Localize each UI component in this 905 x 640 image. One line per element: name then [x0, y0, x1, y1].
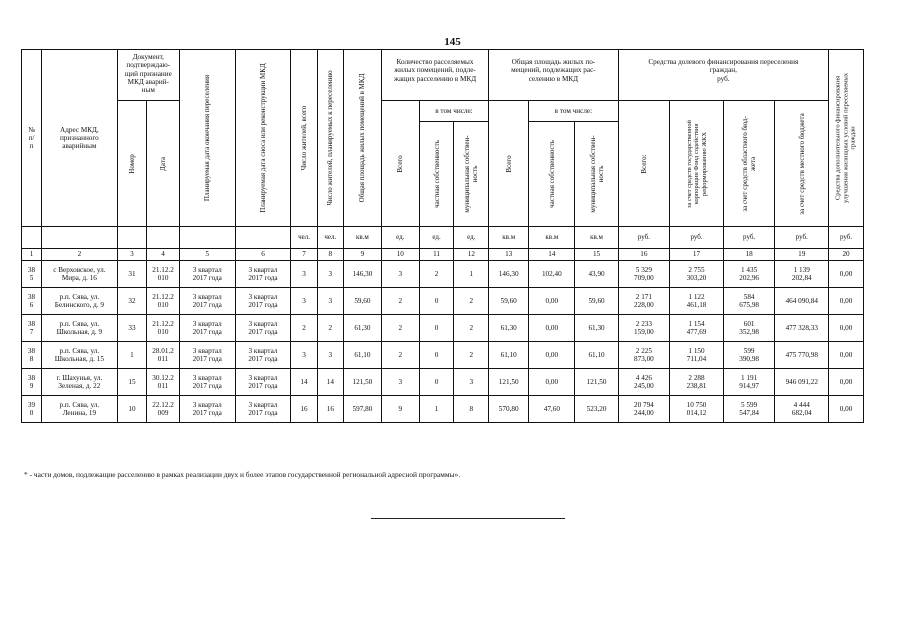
cell-demolish: 3 квартал 2017 года	[235, 288, 291, 315]
header-funds-fund: за счет средств государственной корпорации Фонд содействия реформированию ЖКХ	[670, 101, 724, 227]
cell-area: 597,80	[343, 396, 381, 423]
header-area-total: Всего	[489, 101, 529, 227]
cell-ar-municipal: 121,50	[575, 369, 618, 396]
header-area-including: в том числе:	[529, 101, 618, 122]
cell-address: г. Шахунья, ул. Зеленая, д. 22	[41, 369, 117, 396]
cell-res-total: 3	[291, 342, 317, 369]
cell-num: 38 9	[22, 369, 42, 396]
table-row	[22, 261, 864, 288]
cell-ar-municipal: 61,10	[575, 342, 618, 369]
cell-doc-date: 28.01.2 011	[147, 342, 180, 369]
cell-f-additional: 0,00	[829, 369, 864, 396]
column-index-cell: 11	[419, 249, 454, 261]
column-index-cell: 19	[775, 249, 829, 261]
unit-cell: ед.	[419, 227, 454, 249]
cell-area: 59,60	[343, 288, 381, 315]
column-index-cell: 20	[829, 249, 864, 261]
cell-demolish: 3 квартал 2017 года	[235, 396, 291, 423]
cell-doc-date: 30.12.2 011	[147, 369, 180, 396]
cell-res-total: 14	[291, 369, 317, 396]
header-count-including: в том числе:	[419, 101, 488, 122]
cell-f-total: 20 794 244,00	[618, 396, 670, 423]
cell-ar-total: 61,30	[489, 315, 529, 342]
header-area-municipal: муниципальная собствен- ность	[575, 122, 618, 227]
cell-cnt-total: 2	[381, 342, 419, 369]
cell-f-regional: 5 599 547,84	[723, 396, 775, 423]
header-funds-local: за счет средств местного бюджета	[775, 101, 829, 227]
header-funds-group: Средства долевого финансирования переселения граждан, руб.	[618, 50, 828, 101]
unit-cell: кв.м	[343, 227, 381, 249]
cell-f-regional: 599 390,98	[723, 342, 775, 369]
cell-ar-municipal: 59,60	[575, 288, 618, 315]
cell-res-total: 3	[291, 288, 317, 315]
cell-area: 146,30	[343, 261, 381, 288]
column-index-cell: 16	[618, 249, 670, 261]
cell-f-additional: 0,00	[829, 261, 864, 288]
column-index-cell: 8	[317, 249, 343, 261]
cell-doc-date: 21.12.2 010	[147, 288, 180, 315]
column-index-cell: 17	[670, 249, 724, 261]
cell-cnt-private: 0	[419, 342, 454, 369]
cell-ar-total: 61,10	[489, 342, 529, 369]
header-doc-number: Номер	[117, 101, 146, 227]
cell-res-total: 2	[291, 315, 317, 342]
cell-address: р.п. Сява, ул. Ленина, 19	[41, 396, 117, 423]
cell-address: с Верховское, ул. Мира, д. 16	[41, 261, 117, 288]
column-index-row	[22, 249, 864, 261]
header-residents-total: Число жителей, всего	[291, 50, 317, 227]
cell-f-fund: 2 288 238,81	[670, 369, 724, 396]
cell-cnt-private: 0	[419, 315, 454, 342]
cell-ar-private: 0,00	[529, 288, 575, 315]
cell-demolish: 3 квартал 2017 года	[235, 261, 291, 288]
table-header	[22, 50, 864, 261]
column-index-cell: 13	[489, 249, 529, 261]
cell-cnt-municipal: 8	[454, 396, 489, 423]
table-row	[22, 315, 864, 342]
column-index-cell: 18	[723, 249, 775, 261]
cell-res-planned: 2	[317, 315, 343, 342]
column-index-cell: 9	[343, 249, 381, 261]
column-index-cell: 7	[291, 249, 317, 261]
header-document: Документ, подтверждаю- щий признание МКД аварий- ным	[117, 50, 179, 101]
header-residents-planned: Число жителей, планируемых к переселению	[317, 50, 343, 227]
cell-ar-private: 0,00	[529, 369, 575, 396]
divider-line	[371, 518, 565, 519]
cell-doc-date: 22.12.2 009	[147, 396, 180, 423]
header-count-municipal: муниципальная собствен- ность	[454, 122, 489, 227]
cell-doc-no: 33	[117, 315, 146, 342]
table-row	[22, 396, 864, 423]
unit-cell: руб.	[775, 227, 829, 249]
cell-resettle: 3 квартал 2017 года	[179, 261, 235, 288]
cell-cnt-total: 3	[381, 369, 419, 396]
cell-f-regional: 584 675,98	[723, 288, 775, 315]
cell-doc-date: 21.12.2 010	[147, 261, 180, 288]
header-funds-total: Всего:	[618, 101, 670, 227]
cell-ar-total: 121,50	[489, 369, 529, 396]
table-row	[22, 369, 864, 396]
cell-f-total: 5 329 709,00	[618, 261, 670, 288]
cell-area: 61,30	[343, 315, 381, 342]
cell-cnt-municipal: 2	[454, 315, 489, 342]
cell-ar-total: 146,30	[489, 261, 529, 288]
cell-res-planned: 14	[317, 369, 343, 396]
cell-area: 61,10	[343, 342, 381, 369]
header-doc-date: Дата	[147, 101, 180, 227]
cell-num: 38 8	[22, 342, 42, 369]
cell-cnt-total: 2	[381, 315, 419, 342]
cell-f-local: 475 770,98	[775, 342, 829, 369]
cell-doc-no: 1	[117, 342, 146, 369]
cell-cnt-total: 2	[381, 288, 419, 315]
table-body	[22, 261, 864, 423]
cell-f-total: 2 171 228,00	[618, 288, 670, 315]
cell-f-local: 1 139 202,84	[775, 261, 829, 288]
header-funds-additional: Средства дополнительного финансирования улучшения жилищных условий переселяемых граждан	[829, 50, 864, 227]
cell-num: 38 7	[22, 315, 42, 342]
header-area-group: Общая площадь жилых по- мещений, подлежащих рас- селению в МКД	[489, 50, 618, 101]
unit-cell: ед.	[381, 227, 419, 249]
cell-ar-total: 570,80	[489, 396, 529, 423]
header-area-private: частная собственность	[529, 122, 575, 227]
unit-cell	[41, 227, 117, 249]
cell-demolish: 3 квартал 2017 года	[235, 369, 291, 396]
column-index-cell: 6	[235, 249, 291, 261]
footnote: * - части домов, подлежащие расселению в рамках реализации двух и более этапов государственной региональной адресной программы».	[24, 470, 461, 479]
resettlement-table	[21, 49, 864, 423]
cell-res-planned: 16	[317, 396, 343, 423]
cell-doc-no: 31	[117, 261, 146, 288]
cell-cnt-private: 0	[419, 288, 454, 315]
cell-resettle: 3 квартал 2017 года	[179, 315, 235, 342]
cell-ar-municipal: 523,20	[575, 396, 618, 423]
cell-f-additional: 0,00	[829, 342, 864, 369]
cell-f-fund: 1 122 461,18	[670, 288, 724, 315]
cell-res-total: 3	[291, 261, 317, 288]
header-row-number: № п/ п	[22, 50, 42, 227]
cell-cnt-private: 1	[419, 396, 454, 423]
page-number: 145	[444, 36, 461, 48]
cell-doc-no: 32	[117, 288, 146, 315]
header-total-area: Общая площадь жилых помещений в МКД	[343, 50, 381, 227]
cell-cnt-total: 3	[381, 261, 419, 288]
column-index-cell: 2	[41, 249, 117, 261]
column-index-cell: 3	[117, 249, 146, 261]
cell-ar-private: 102,40	[529, 261, 575, 288]
column-index-cell: 12	[454, 249, 489, 261]
header-count-group: Количество расселяемых жилых помещений, подле- жащих расселению в МКД	[381, 50, 488, 101]
unit-cell	[235, 227, 291, 249]
cell-cnt-municipal: 2	[454, 342, 489, 369]
cell-resettle: 3 квартал 2017 года	[179, 342, 235, 369]
cell-ar-total: 59,60	[489, 288, 529, 315]
cell-doc-no: 10	[117, 396, 146, 423]
cell-ar-private: 0,00	[529, 342, 575, 369]
unit-cell: руб.	[618, 227, 670, 249]
cell-demolish: 3 квартал 2017 года	[235, 315, 291, 342]
cell-num: 38 5	[22, 261, 42, 288]
cell-f-regional: 601 352,98	[723, 315, 775, 342]
cell-num: 38 6	[22, 288, 42, 315]
cell-resettle: 3 квартал 2017 года	[179, 369, 235, 396]
header-planned-resettle: Планируемая дата окончания переселения	[179, 50, 235, 227]
cell-f-total: 2 225 873,00	[618, 342, 670, 369]
cell-f-total: 4 426 245,00	[618, 369, 670, 396]
header-count-total: Всего	[381, 101, 419, 227]
cell-area: 121,50	[343, 369, 381, 396]
header-funds-regional: за счет средств областного бюд- жета	[723, 101, 775, 227]
cell-f-fund: 2 755 303,20	[670, 261, 724, 288]
unit-cell	[22, 227, 42, 249]
column-index-cell: 15	[575, 249, 618, 261]
cell-f-regional: 1 435 202,96	[723, 261, 775, 288]
cell-f-additional: 0,00	[829, 396, 864, 423]
units-row	[22, 227, 864, 249]
unit-cell: кв.м	[489, 227, 529, 249]
unit-cell: чел.	[291, 227, 317, 249]
cell-address: р.п. Сява, ул. Школьная, д. 15	[41, 342, 117, 369]
cell-f-local: 477 328,33	[775, 315, 829, 342]
column-index-cell: 1	[22, 249, 42, 261]
cell-resettle: 3 квартал 2017 года	[179, 396, 235, 423]
unit-cell	[147, 227, 180, 249]
cell-res-planned: 3	[317, 288, 343, 315]
cell-f-local: 946 091,22	[775, 369, 829, 396]
cell-address: р.п. Сява, ул. Школьная, д. 9	[41, 315, 117, 342]
cell-ar-private: 47,60	[529, 396, 575, 423]
header-count-private: частная собственность	[419, 122, 454, 227]
unit-cell: кв.м	[529, 227, 575, 249]
cell-f-fund: 1 154 477,69	[670, 315, 724, 342]
column-index-cell: 10	[381, 249, 419, 261]
cell-doc-no: 15	[117, 369, 146, 396]
unit-cell: ед.	[454, 227, 489, 249]
header-address: Адрес МКД, признанного аварийным	[41, 50, 117, 227]
unit-cell: чел.	[317, 227, 343, 249]
cell-doc-date: 21.12.2 010	[147, 315, 180, 342]
unit-cell: кв.м	[575, 227, 618, 249]
unit-cell	[179, 227, 235, 249]
cell-demolish: 3 квартал 2017 года	[235, 342, 291, 369]
cell-f-additional: 0,00	[829, 288, 864, 315]
cell-f-regional: 1 191 914,97	[723, 369, 775, 396]
column-index-cell: 14	[529, 249, 575, 261]
cell-res-total: 16	[291, 396, 317, 423]
cell-f-total: 2 233 159,00	[618, 315, 670, 342]
unit-cell: руб.	[723, 227, 775, 249]
cell-cnt-private: 2	[419, 261, 454, 288]
unit-cell	[117, 227, 146, 249]
column-index-cell: 5	[179, 249, 235, 261]
cell-cnt-municipal: 1	[454, 261, 489, 288]
unit-cell: руб.	[670, 227, 724, 249]
cell-f-fund: 10 750 014,12	[670, 396, 724, 423]
cell-address: р.п. Сява, ул. Белинского, д. 9	[41, 288, 117, 315]
cell-cnt-municipal: 3	[454, 369, 489, 396]
header-planned-demolish: Планируемая дата сноса или реконструкции МКД	[235, 50, 291, 227]
cell-cnt-private: 0	[419, 369, 454, 396]
cell-res-planned: 3	[317, 261, 343, 288]
cell-cnt-total: 9	[381, 396, 419, 423]
cell-num: 39 0	[22, 396, 42, 423]
cell-ar-municipal: 43,90	[575, 261, 618, 288]
column-index-cell: 4	[147, 249, 180, 261]
table-row	[22, 342, 864, 369]
cell-f-additional: 0,00	[829, 315, 864, 342]
cell-res-planned: 3	[317, 342, 343, 369]
cell-resettle: 3 квартал 2017 года	[179, 288, 235, 315]
cell-ar-private: 0,00	[529, 315, 575, 342]
cell-f-local: 464 090,84	[775, 288, 829, 315]
table-row	[22, 288, 864, 315]
cell-cnt-municipal: 2	[454, 288, 489, 315]
cell-f-fund: 1 150 711,04	[670, 342, 724, 369]
cell-f-local: 4 444 682,04	[775, 396, 829, 423]
unit-cell: руб.	[829, 227, 864, 249]
cell-ar-municipal: 61,30	[575, 315, 618, 342]
